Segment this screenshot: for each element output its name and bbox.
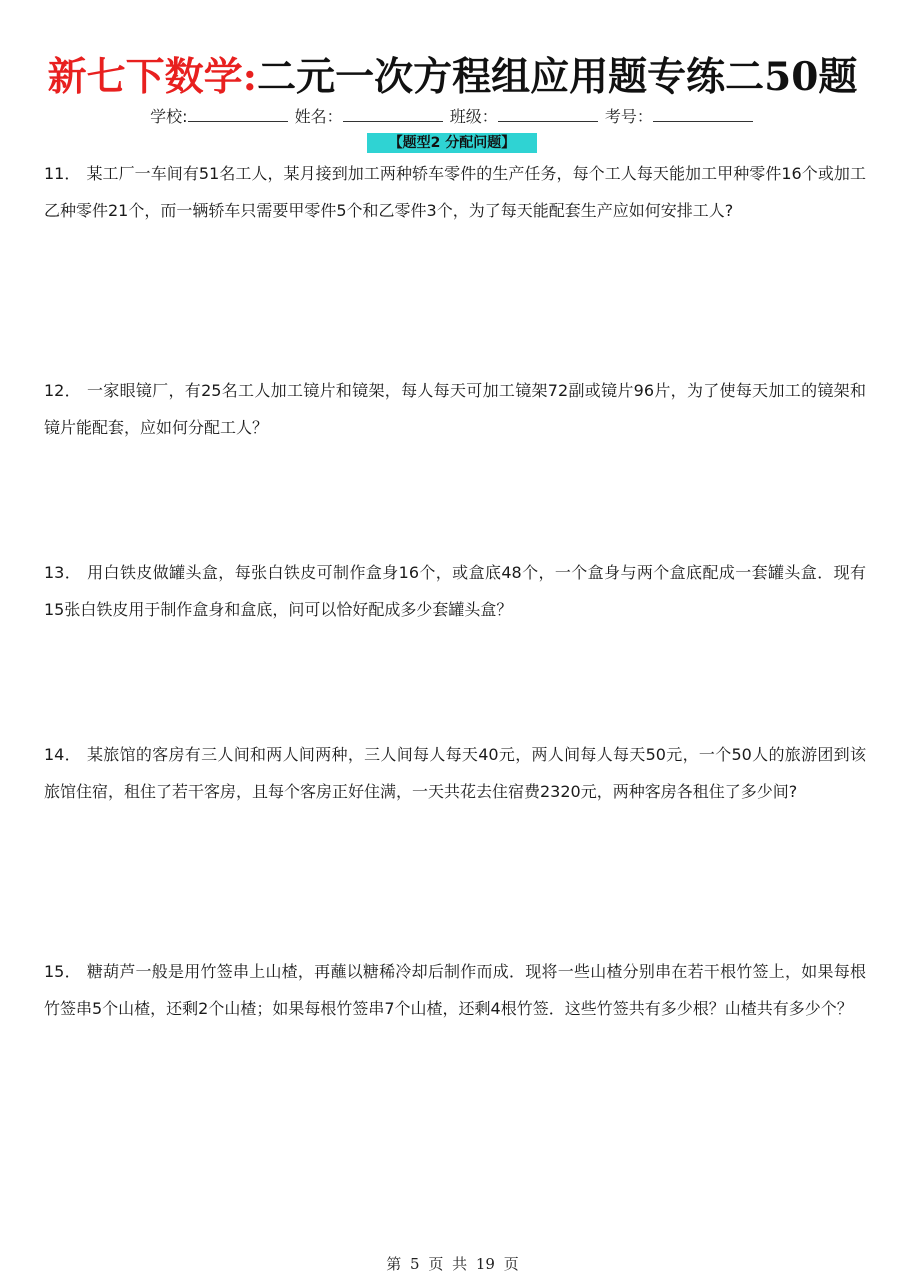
class-blank xyxy=(498,107,598,122)
question-number: 14． xyxy=(44,745,81,764)
question-13 xyxy=(44,555,866,628)
page-footer: 第 5 页 共 19 页 xyxy=(386,1255,519,1273)
exam-number-blank xyxy=(653,107,753,122)
exam-number-label: 考号： xyxy=(604,107,653,126)
page-title xyxy=(0,46,905,102)
class-label: 班级： xyxy=(449,107,498,126)
question-text: 某工厂一车间有51名工人，某月接到加工两种轿车零件的生产任务，每个工人每天能加工甲种零件16个或加工乙种零件21个，而一辆轿车只需要甲零件5个和乙零件3个，为了每天能配套生产应如何安排工人? xyxy=(44,164,866,220)
school-label: 学校: xyxy=(150,107,188,126)
name-blank xyxy=(343,107,443,122)
question-number: 11． xyxy=(44,164,81,183)
question-text: 糖葫芦一般是用竹签串上山楂，再蘸以糖稀冷却后制作而成．现将一些山楂分别串在若干根竹签上，如果每根竹签串5个山楂，还剩2个山楂；如果每根竹签串7个山楂，还剩4根竹签．这些竹签共有多少根？山楂共有多少个？ xyxy=(44,962,866,1018)
question-text: 用白铁皮做罐头盒，每张白铁皮可制作盒身16个，或盒底48个，一个盒身与两个盒底配成一套罐头盒．现有15张白铁皮用于制作盒身和盒底，问可以恰好配成多少套罐头盒？ xyxy=(44,563,866,619)
question-11 xyxy=(44,156,866,229)
question-text: 某旅馆的客房有三人间和两人间两种，三人间每人每天40元，两人间每人每天50元，一个50人的旅游团到该旅馆住宿，租住了若干客房，且每个客房正好住满，一天共花去住宿费2320元，两种客房各租住了多少间? xyxy=(44,745,866,801)
question-12 xyxy=(44,373,866,446)
title-red-part: 新七下数学: xyxy=(47,54,258,100)
question-15 xyxy=(44,954,866,1027)
school-blank xyxy=(188,107,288,122)
section-tag: 【题型2 分配问题】 xyxy=(367,133,537,153)
question-14 xyxy=(44,737,866,810)
question-number: 12． xyxy=(44,381,81,400)
question-text: 一家眼镜厂，有25名工人加工镜片和镜架，每人每天可加工镜架72副或镜片96片，为了使每天加工的镜架和镜片能配套，应如何分配工人？ xyxy=(44,381,866,437)
question-number: 13． xyxy=(44,563,82,582)
name-label: 姓名： xyxy=(294,107,343,126)
title-black-part: 二元一次方程组应用题专练二50题 xyxy=(257,54,858,100)
student-info-line xyxy=(0,104,905,127)
question-number: 15． xyxy=(44,962,81,981)
